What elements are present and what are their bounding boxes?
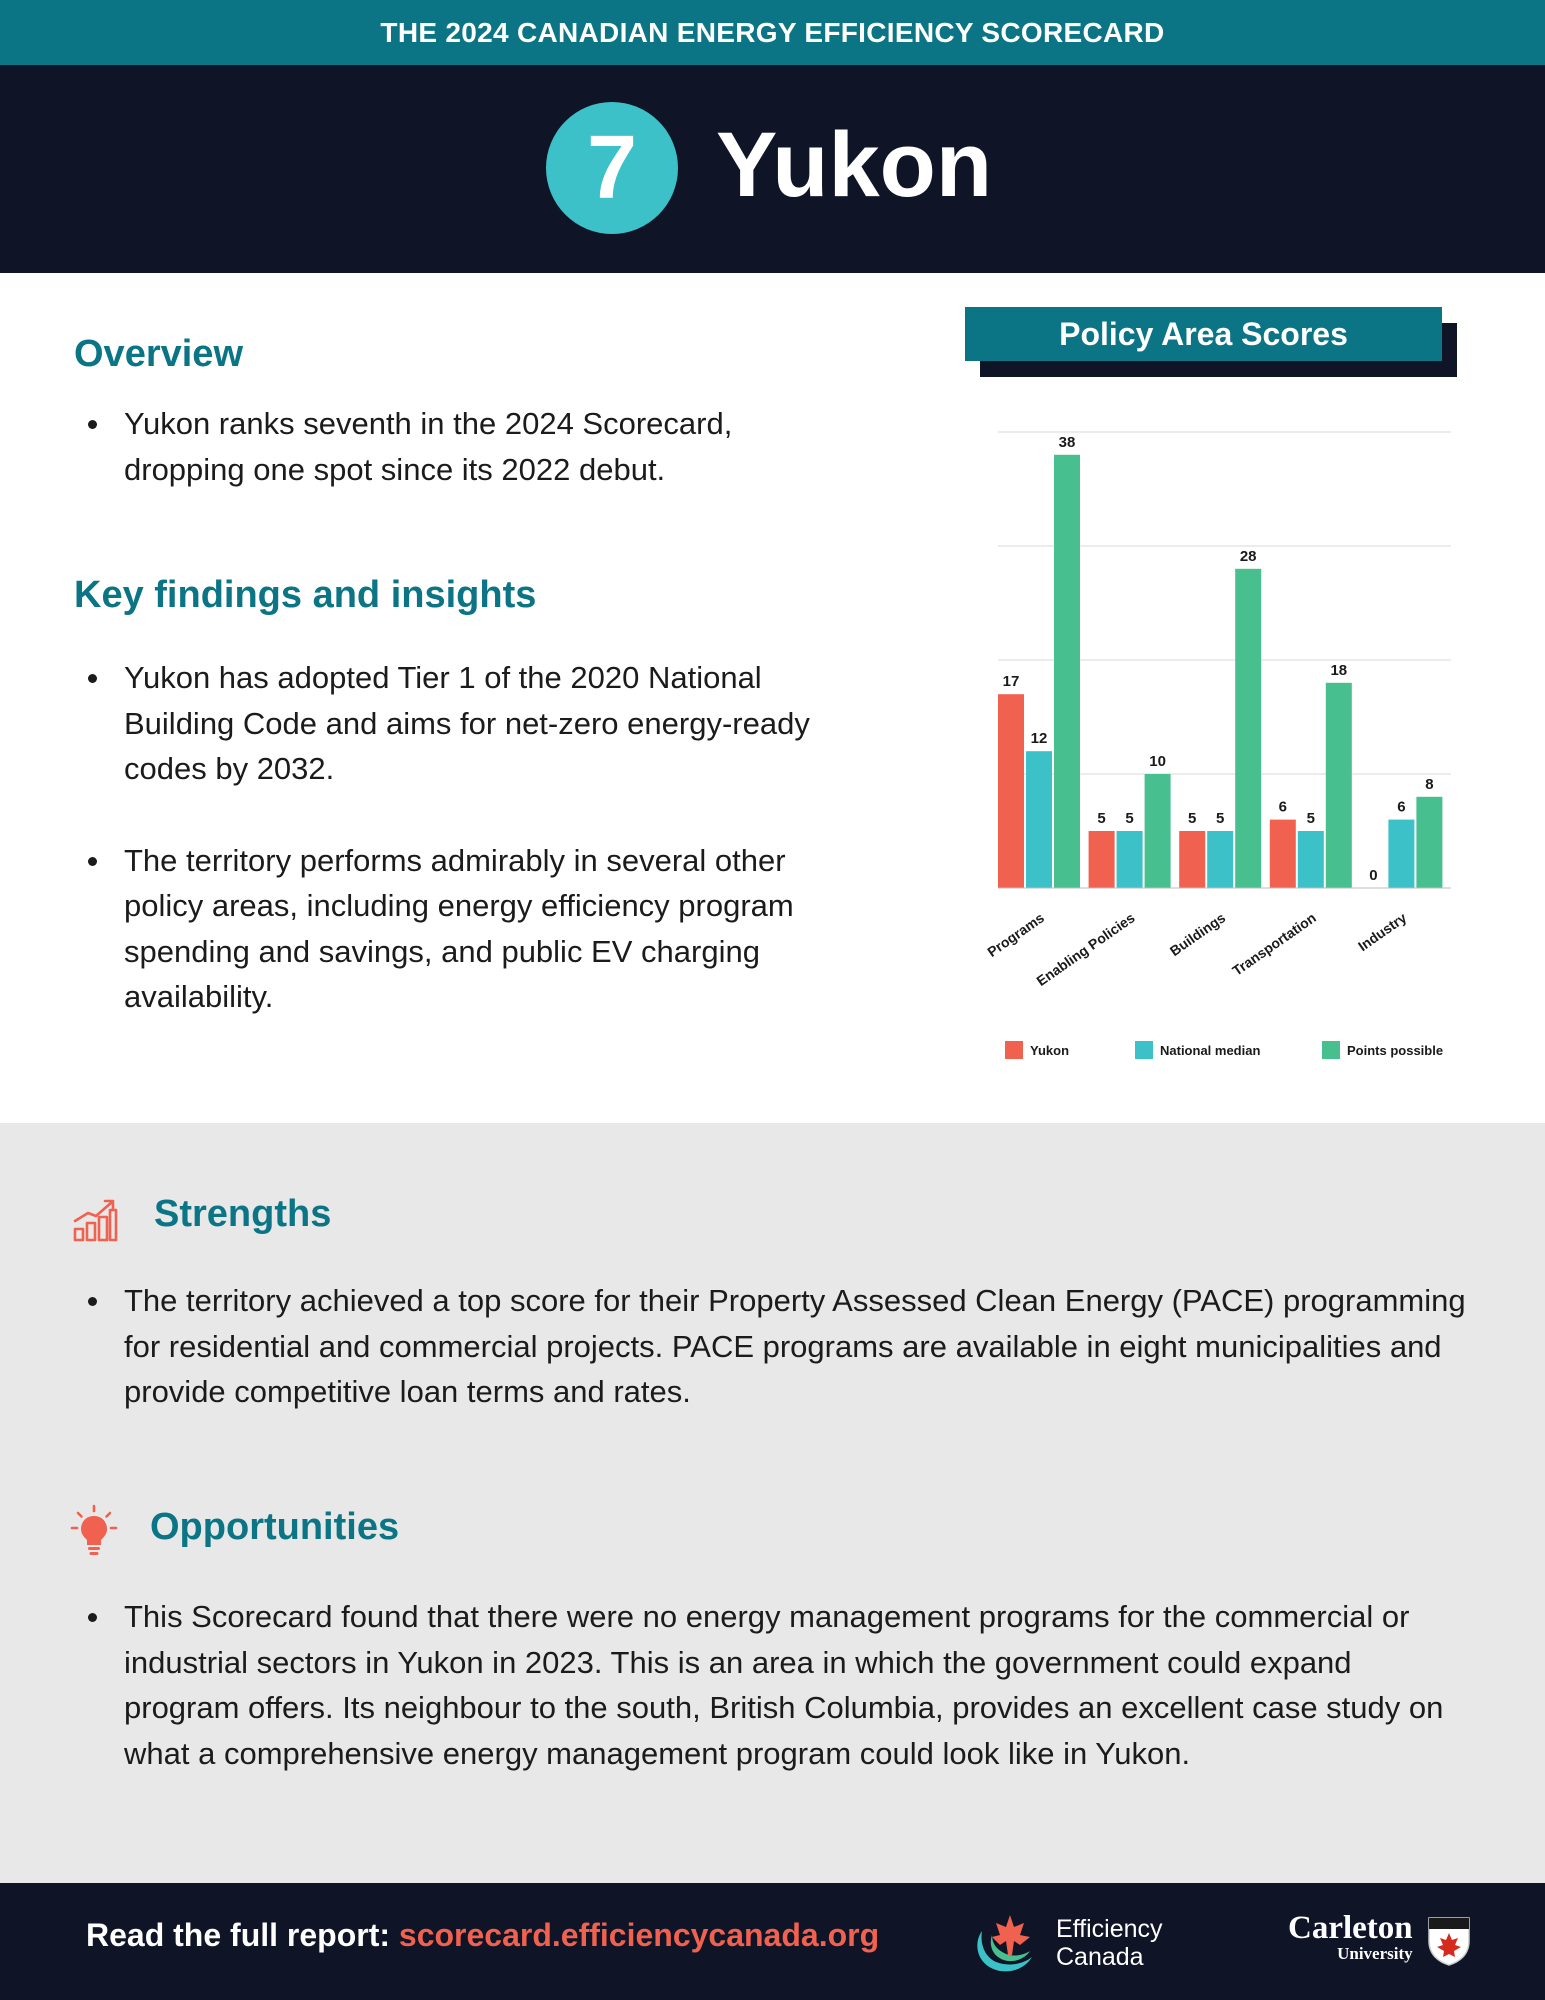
overview-list [74, 401, 814, 492]
data-label: 38 [1058, 433, 1076, 451]
bar-chart-growth-icon [72, 1197, 118, 1248]
chart-bar [1270, 820, 1296, 888]
data-label: 5 [1125, 810, 1134, 827]
category-label: Industry [1354, 909, 1410, 955]
category-label: Enabling Policies [1033, 909, 1138, 989]
chart-title: Policy Area Scores [1059, 315, 1348, 352]
top-banner [0, 0, 1545, 65]
chart-bar [1416, 797, 1442, 888]
footer-prefix: Read the full report: [86, 1917, 399, 1953]
key-findings-heading: Key findings and insights [74, 574, 537, 616]
chart-bar [1207, 831, 1233, 888]
hero-header [0, 65, 1545, 273]
chart-bar [998, 694, 1024, 888]
data-label: 12 [1030, 730, 1048, 748]
chart-bar [1054, 455, 1080, 888]
category-label: Buildings [1166, 909, 1229, 960]
data-label: 0 [1369, 867, 1378, 884]
data-label: 28 [1239, 547, 1257, 565]
data-label: 6 [1397, 798, 1406, 816]
strengths-heading: Strengths [154, 1193, 332, 1235]
category-label: Transportation [1229, 909, 1319, 979]
chart-title-box [965, 307, 1442, 361]
list-item: Yukon has adopted Tier 1 of the 2020 National Building Code and aims for net-zero energy-ready codes by 2032. [74, 655, 814, 792]
data-label: 5 [1216, 810, 1225, 827]
report-link[interactable]: scorecard.efficiencycanada.org [398, 1917, 880, 1953]
chart-bar [1179, 831, 1205, 888]
legend-swatch [1135, 1041, 1153, 1059]
opportunities-list [74, 1594, 1474, 1776]
chart-bar [1235, 569, 1261, 888]
carleton-university-logo [1288, 1911, 1413, 1963]
opportunities-heading: Opportunities [150, 1506, 400, 1548]
logo1-line1: Efficiency [1056, 1915, 1163, 1943]
data-label: 10 [1149, 753, 1166, 770]
chart-bar [1298, 831, 1324, 888]
legend-label: Points possible [1347, 1043, 1444, 1058]
legend-swatch [1005, 1041, 1023, 1059]
legend-label: National median [1160, 1043, 1261, 1058]
list-item: This Scorecard found that there were no energy management programs for the commercial or industrial sectors in Yukon in 2023. This is an area in which the government could expand program offers. Its neighbour to the south, British Columbia, provides an excellent case study on what a comprehensive energy management program could look like in Yukon. [74, 1594, 1474, 1776]
list-item: The territory achieved a top score for their Property Assessed Clean Energy (PACE) programming for residential and commercial projects. PACE programs are available in eight municipalities and provide competitive loan terms and rates. [74, 1278, 1474, 1415]
chart-bar [1145, 774, 1171, 888]
overview-heading: Overview [74, 333, 243, 375]
strengths-opportunities-panel [0, 1123, 1545, 1883]
chart-bar [1326, 683, 1352, 888]
policy-area-chart [960, 400, 1460, 1070]
carleton-shield-icon [1426, 1915, 1472, 1972]
page-title: Yukon [716, 114, 993, 216]
footer-read-report [86, 1917, 879, 1954]
legend-swatch [1322, 1041, 1340, 1059]
efficiency-canada-logo-icon [970, 1911, 1046, 1982]
data-label: 17 [1002, 673, 1020, 691]
key-findings-list [74, 655, 814, 1020]
data-label: 5 [1097, 810, 1106, 827]
chart-bar [1089, 831, 1115, 888]
list-item: Yukon ranks seventh in the 2024 Scorecard, dropping one spot since its 2022 debut. [74, 401, 814, 492]
banner-title: THE 2024 CANADIAN ENERGY EFFICIENCY SCORECARD [380, 16, 1165, 48]
logo2-sub: University [1337, 1944, 1413, 1963]
chart-bar [1117, 831, 1143, 888]
data-label: 8 [1425, 775, 1434, 793]
strengths-list [74, 1278, 1474, 1415]
data-label: 5 [1188, 810, 1197, 827]
lightbulb-icon [70, 1504, 118, 1563]
data-label: 18 [1330, 661, 1348, 679]
data-label: 6 [1278, 798, 1287, 816]
logo2-name: Carleton [1288, 1910, 1413, 1946]
logo1-line2: Canada [1056, 1943, 1144, 1971]
legend-label: Yukon [1030, 1043, 1070, 1058]
efficiency-canada-logo [1056, 1915, 1163, 1971]
chart-bar [1388, 820, 1414, 888]
list-item: The territory performs admirably in several other policy areas, including energy efficiency program spending and savings, and public EV charging availability. [74, 838, 814, 1020]
chart-bar [1026, 751, 1052, 888]
category-label: Programs [984, 909, 1048, 960]
rank-number: 7 [586, 118, 638, 218]
footer [0, 1883, 1545, 2000]
data-label: 5 [1306, 810, 1315, 827]
rank-badge [546, 102, 678, 234]
